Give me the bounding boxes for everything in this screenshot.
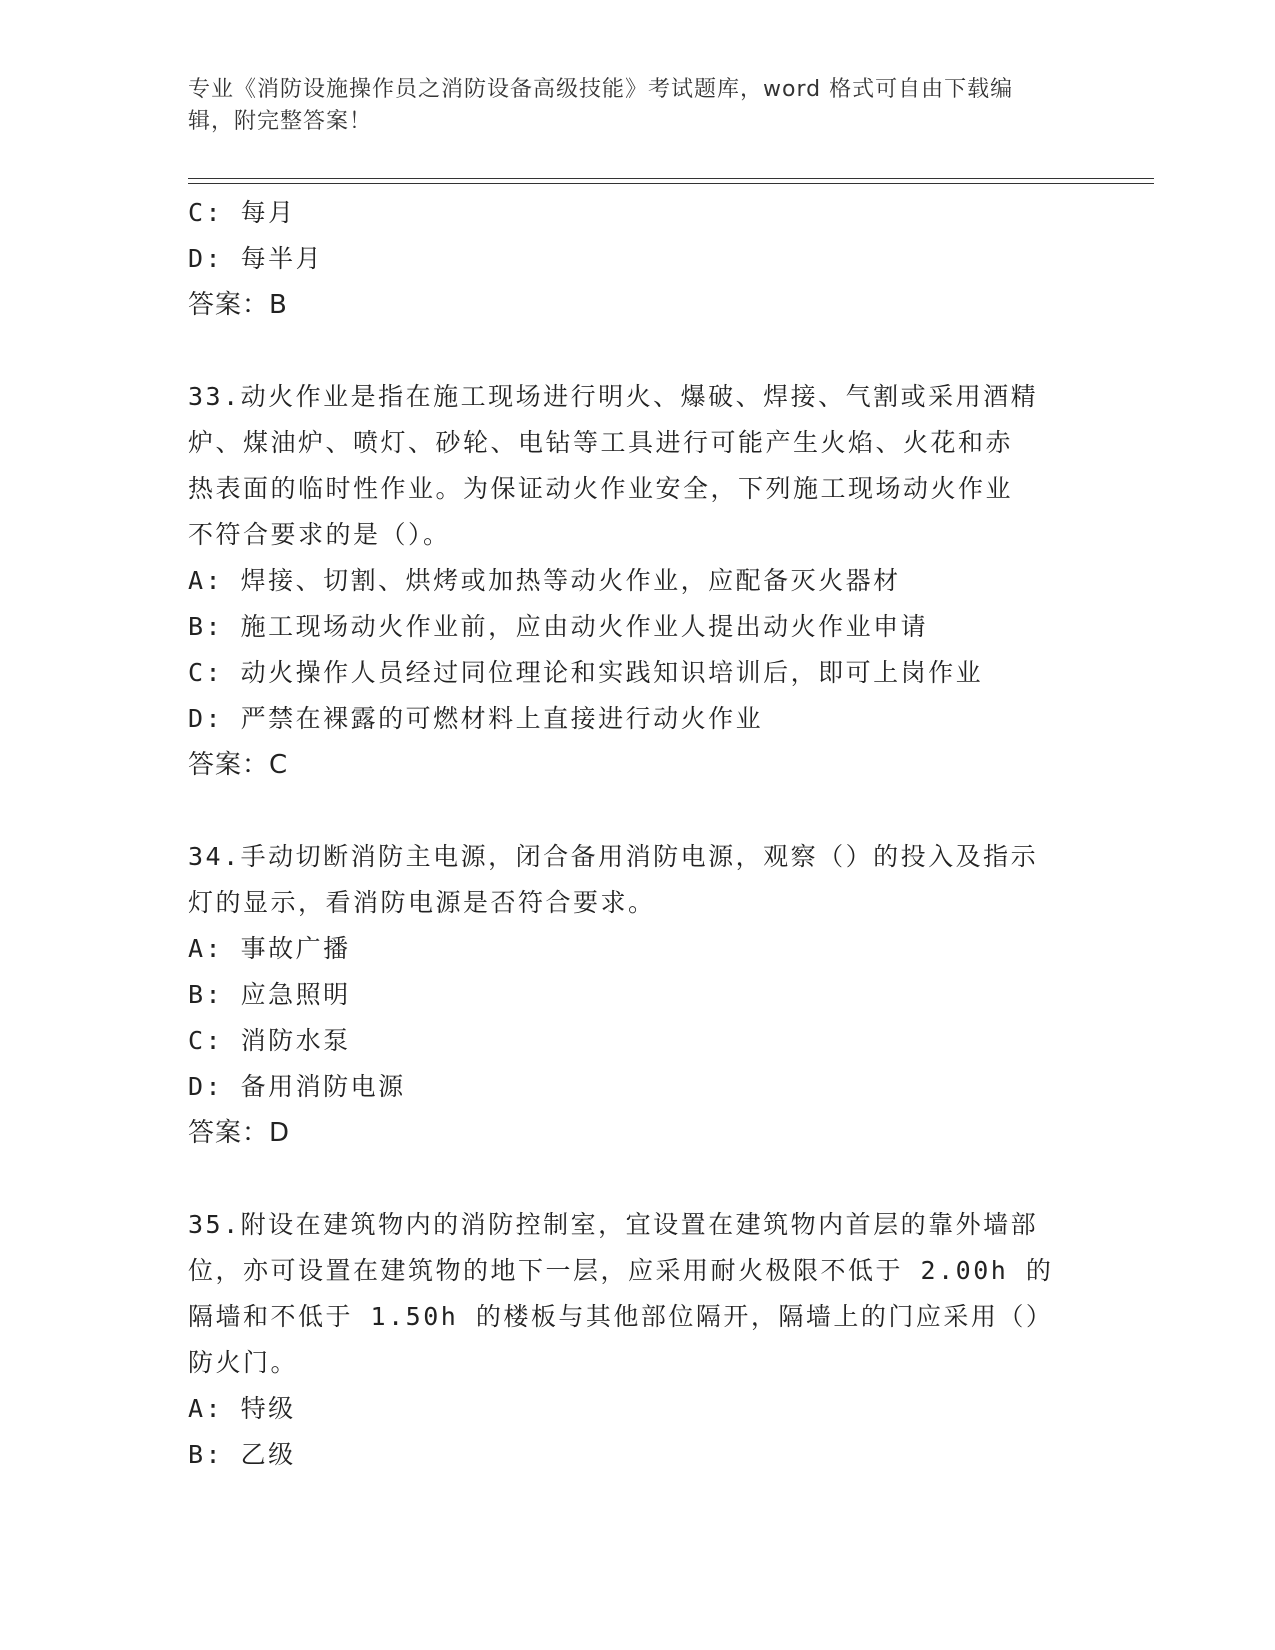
option-b: B: 施工现场动火作业前，应由动火作业人提出动火作业申请: [188, 612, 929, 641]
question-stem-line: 灯的显示，看消防电源是否符合要求。: [188, 888, 656, 917]
option-d: D: 备用消防电源: [188, 1072, 406, 1101]
question-33: [188, 374, 1088, 788]
question-stem-line: 炉、煤油炉、喷灯、砂轮、电钻等工具进行可能产生火焰、火花和赤: [188, 428, 1014, 457]
header-line-2: 辑，附完整答案！: [188, 109, 373, 134]
header-divider-bottom: [188, 183, 1154, 184]
question-stem-line: 35.附设在建筑物内的消防控制室，宜设置在建筑物内首层的靠外墙部: [188, 1210, 1039, 1239]
answer: 答案：C: [188, 750, 289, 780]
question-stem-line: 隔墙和不低于 1.50h 的楼板与其他部位隔开，隔墙上的门应采用（）: [188, 1302, 1054, 1331]
option-c: C: 每月: [188, 198, 296, 227]
question-stem-line: 34.手动切断消防主电源，闭合备用消防电源，观察（）的投入及指示: [188, 842, 1039, 871]
header-divider-top: [188, 178, 1154, 179]
answer: 答案：D: [188, 1118, 291, 1148]
question-32: [188, 190, 1088, 328]
option-c: C: 消防水泵: [188, 1026, 351, 1055]
question-stem-line: 防火门。: [188, 1348, 299, 1377]
question-stem-line: 33.动火作业是指在施工现场进行明火、爆破、焊接、气割或采用酒精: [188, 382, 1039, 411]
question-stem-line: 不符合要求的是（）。: [188, 520, 451, 549]
option-a: A: 焊接、切割、烘烤或加热等动火作业，应配备灭火器材: [188, 566, 901, 595]
question-stem-line: 位，亦可设置在建筑物的地下一层，应采用耐火极限不低于 2.00h 的: [188, 1256, 1054, 1285]
question-list: [188, 190, 1088, 1478]
option-a: A: 事故广播: [188, 934, 351, 963]
option-a: A: 特级: [188, 1394, 296, 1423]
document-header: [188, 74, 1088, 138]
header-line-1: 专业《消防设施操作员之消防设备高级技能》考试题库，word 格式可自由下载编: [188, 77, 1014, 102]
option-d: D: 严禁在裸露的可燃材料上直接进行动火作业: [188, 704, 764, 733]
question-stem-line: 热表面的临时性作业。为保证动火作业安全，下列施工现场动火作业: [188, 474, 1014, 503]
question-34: [188, 834, 1088, 1156]
option-d: D: 每半月: [188, 244, 324, 273]
question-35: [188, 1202, 1088, 1478]
option-b: B: 乙级: [188, 1440, 296, 1469]
answer: 答案：B: [188, 290, 288, 320]
option-c: C: 动火操作人员经过同位理论和实践知识培训后，即可上岗作业: [188, 658, 984, 687]
option-b: B: 应急照明: [188, 980, 351, 1009]
